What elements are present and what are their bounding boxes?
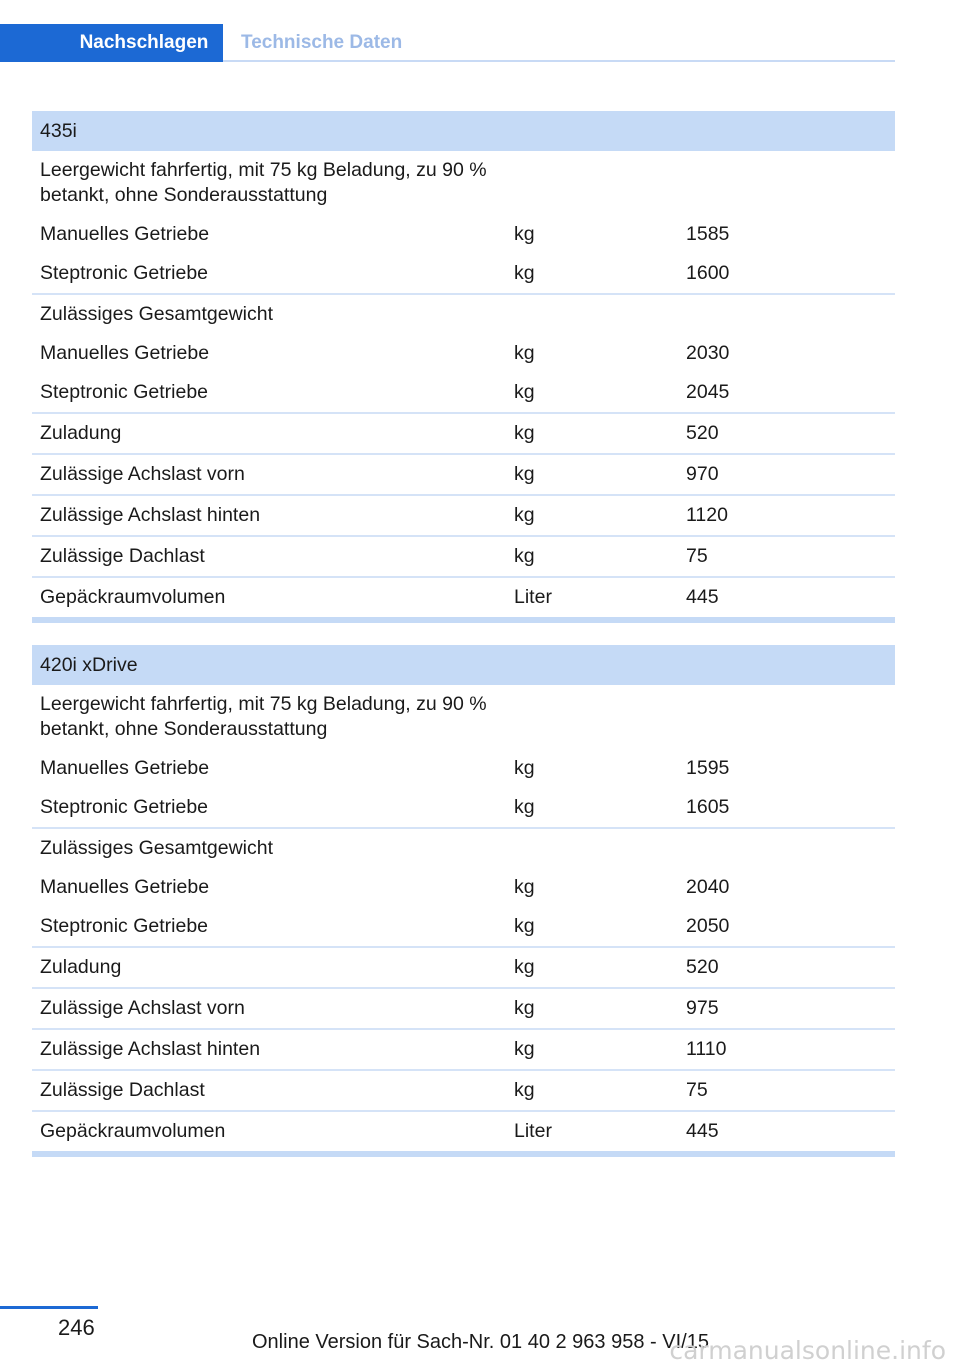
row-value: 2045 xyxy=(678,373,895,413)
row-value xyxy=(678,685,895,749)
page-number: 246 xyxy=(58,1315,95,1340)
table-row xyxy=(32,988,895,1029)
table-row xyxy=(32,215,895,254)
row-label: Steptronic Getriebe xyxy=(32,254,506,294)
table-row xyxy=(32,373,895,413)
row-label: Leergewicht fahrfertig, mit 75 kg Beladung, zu 90 % betankt, ohne Sonderausstattung xyxy=(40,159,487,206)
row-unit: kg xyxy=(506,536,678,577)
row-label: Zulässige Achslast hinten xyxy=(32,495,506,536)
spec-table-435i xyxy=(32,111,895,623)
row-label: Steptronic Getriebe xyxy=(32,907,506,947)
table-row xyxy=(32,788,895,828)
table-row xyxy=(32,151,895,215)
row-label: Gepäckraumvolumen xyxy=(32,1111,506,1154)
row-label: Zulässige Dachlast xyxy=(32,536,506,577)
tab-technische-daten[interactable] xyxy=(223,24,895,62)
watermark: carmanualsonline.info xyxy=(669,1336,946,1365)
row-value xyxy=(678,151,895,215)
row-unit: kg xyxy=(506,413,678,454)
row-label: Zulässige Achslast vorn xyxy=(32,454,506,495)
row-label: Manuelles Getriebe xyxy=(40,223,210,245)
row-value: 445 xyxy=(678,577,895,620)
table-row xyxy=(32,334,895,373)
footer-accent-line xyxy=(0,1306,98,1309)
row-label: Manuelles Getriebe xyxy=(40,342,210,364)
table-header-row xyxy=(32,645,895,685)
row-unit xyxy=(506,151,678,215)
table-title: 435i xyxy=(32,111,895,151)
table-row xyxy=(32,495,895,536)
row-label: Manuelles Getriebe xyxy=(40,757,210,779)
row-label: Zuladung xyxy=(32,413,506,454)
row-unit xyxy=(506,685,678,749)
row-value: 2030 xyxy=(686,342,730,364)
row-unit: kg xyxy=(506,788,678,828)
table-row xyxy=(32,254,895,294)
row-value: 975 xyxy=(678,988,895,1029)
row-label: Manuelles Getriebe xyxy=(40,876,210,898)
row-unit: kg xyxy=(514,342,535,364)
table-row xyxy=(32,749,895,788)
spec-table-420i-xdrive xyxy=(32,645,895,1157)
row-unit: kg xyxy=(506,947,678,988)
table-row xyxy=(32,454,895,495)
row-unit: kg xyxy=(514,223,535,245)
table-row xyxy=(32,577,895,620)
row-unit: kg xyxy=(514,757,535,779)
table-header-row xyxy=(32,111,895,151)
row-unit: kg xyxy=(514,876,535,898)
row-unit xyxy=(506,294,678,334)
row-value: 970 xyxy=(678,454,895,495)
row-unit: Liter xyxy=(506,577,678,620)
table-row xyxy=(32,413,895,454)
row-unit: kg xyxy=(506,254,678,294)
table-row xyxy=(32,868,895,907)
row-label: Zulässige Dachlast xyxy=(32,1070,506,1111)
row-label: Leergewicht fahrfertig, mit 75 kg Beladung, zu 90 % betankt, ohne Sonderausstattung xyxy=(40,693,487,740)
table-row xyxy=(32,828,895,868)
table-row xyxy=(32,907,895,947)
table-row xyxy=(32,1070,895,1111)
row-unit: kg xyxy=(506,454,678,495)
row-value: 520 xyxy=(678,413,895,454)
row-value: 2050 xyxy=(678,907,895,947)
table-row xyxy=(32,1029,895,1070)
row-label: Zulässiges Gesamtgewicht xyxy=(40,837,274,859)
table-row xyxy=(32,536,895,577)
row-value: 1120 xyxy=(678,495,895,536)
row-unit: Liter xyxy=(506,1111,678,1154)
row-value xyxy=(678,828,895,868)
tab-nachschlagen-label: Nachschlagen xyxy=(79,32,209,53)
row-value: 1595 xyxy=(686,757,730,779)
row-unit: kg xyxy=(506,1070,678,1111)
table-row xyxy=(32,1111,895,1154)
table-row xyxy=(32,947,895,988)
row-label: Zulässige Achslast hinten xyxy=(32,1029,506,1070)
row-value: 75 xyxy=(678,1070,895,1111)
table-row xyxy=(32,294,895,334)
row-value: 2040 xyxy=(686,876,730,898)
row-label: Zulässiges Gesamtgewicht xyxy=(40,303,274,325)
row-value: 1600 xyxy=(678,254,895,294)
row-label: Zuladung xyxy=(32,947,506,988)
row-value: 1585 xyxy=(686,223,730,245)
row-unit: kg xyxy=(506,373,678,413)
row-value: 1605 xyxy=(678,788,895,828)
row-label: Zulässige Achslast vorn xyxy=(32,988,506,1029)
online-version-text: Online Version für Sach-Nr. 01 40 2 963 958 - VI/15 xyxy=(252,1331,709,1353)
row-unit xyxy=(506,828,678,868)
row-label: Steptronic Getriebe xyxy=(32,788,506,828)
tab-nachschlagen[interactable] xyxy=(0,24,223,62)
row-value: 1110 xyxy=(678,1029,895,1070)
table-row xyxy=(32,685,895,749)
row-unit: kg xyxy=(506,495,678,536)
tab-technische-daten-label: Technische Daten xyxy=(241,32,403,53)
row-label: Steptronic Getriebe xyxy=(32,373,506,413)
row-unit: kg xyxy=(506,1029,678,1070)
row-unit: kg xyxy=(506,907,678,947)
row-label: Gepäckraumvolumen xyxy=(32,577,506,620)
row-value xyxy=(678,294,895,334)
row-value: 520 xyxy=(678,947,895,988)
table-title: 420i xDrive xyxy=(32,645,895,685)
row-value: 445 xyxy=(678,1111,895,1154)
row-value: 75 xyxy=(678,536,895,577)
row-unit: kg xyxy=(506,988,678,1029)
